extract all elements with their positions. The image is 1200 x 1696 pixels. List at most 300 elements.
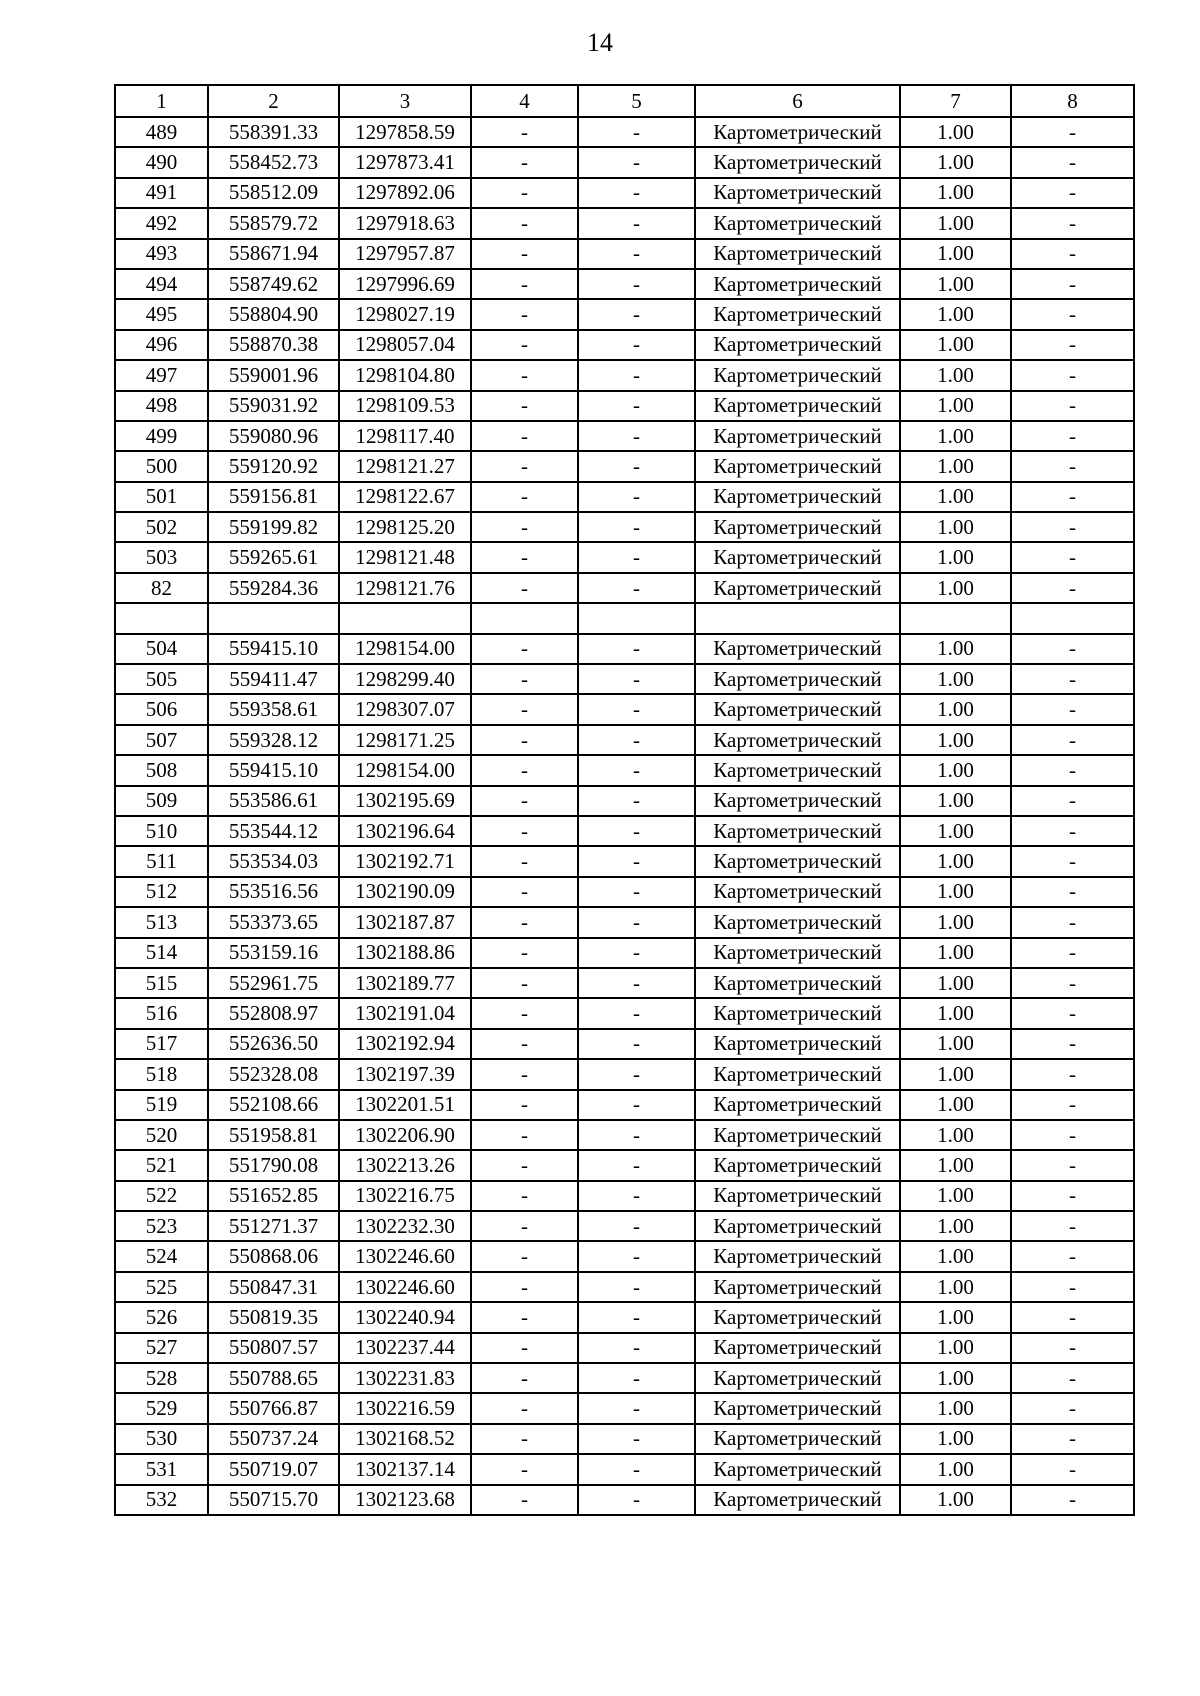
column-4-cell: - xyxy=(471,1241,578,1271)
table-row xyxy=(115,512,1134,542)
column-4-cell: - xyxy=(471,1181,578,1211)
column-8-cell: - xyxy=(1011,512,1134,542)
column-4-cell: - xyxy=(471,634,578,664)
table-row xyxy=(115,1393,1134,1423)
column-8-cell: - xyxy=(1011,1059,1134,1089)
method-cell: Картометрический xyxy=(695,907,900,937)
y-coordinate-cell: 1302213.26 xyxy=(339,1150,471,1180)
column-4-cell: - xyxy=(471,725,578,755)
y-coordinate-cell: 1302123.68 xyxy=(339,1485,471,1515)
table-row xyxy=(115,907,1134,937)
method-cell: Картометрический xyxy=(695,1241,900,1271)
x-coordinate-cell: 559411.47 xyxy=(208,664,339,694)
x-coordinate-cell: 553534.03 xyxy=(208,846,339,876)
accuracy-cell: 1.00 xyxy=(900,330,1011,360)
method-cell: Картометрический xyxy=(695,816,900,846)
table-row xyxy=(115,1059,1134,1089)
accuracy-cell: 1.00 xyxy=(900,1272,1011,1302)
column-4-cell: - xyxy=(471,360,578,390)
column-5-cell: - xyxy=(578,786,695,816)
column-8-cell: - xyxy=(1011,330,1134,360)
column-8-cell: - xyxy=(1011,816,1134,846)
column-8-cell: - xyxy=(1011,482,1134,512)
column-8-cell: - xyxy=(1011,391,1134,421)
y-coordinate-cell: 1298299.40 xyxy=(339,664,471,694)
column-4-cell: - xyxy=(471,1485,578,1515)
point-number-cell: 519 xyxy=(115,1090,208,1120)
x-coordinate-cell: 550719.07 xyxy=(208,1454,339,1484)
column-8-cell: - xyxy=(1011,269,1134,299)
point-number-cell: 510 xyxy=(115,816,208,846)
table-row xyxy=(115,1241,1134,1271)
method-cell: Картометрический xyxy=(695,269,900,299)
y-coordinate-cell: 1298121.27 xyxy=(339,451,471,481)
column-header: 2 xyxy=(208,85,339,117)
accuracy-cell: 1.00 xyxy=(900,299,1011,329)
point-number-cell: 529 xyxy=(115,1393,208,1423)
column-5-cell: - xyxy=(578,1424,695,1454)
column-header: 1 xyxy=(115,85,208,117)
method-cell: Картометрический xyxy=(695,998,900,1028)
point-number-cell: 502 xyxy=(115,512,208,542)
method-cell: Картометрический xyxy=(695,1424,900,1454)
method-cell: Картометрический xyxy=(695,117,900,147)
column-8-cell: - xyxy=(1011,968,1134,998)
y-coordinate-cell: 1298307.07 xyxy=(339,694,471,724)
table-row xyxy=(115,694,1134,724)
accuracy-cell: 1.00 xyxy=(900,147,1011,177)
point-number-cell: 492 xyxy=(115,208,208,238)
point-number-cell: 504 xyxy=(115,634,208,664)
column-8-cell: - xyxy=(1011,1485,1134,1515)
accuracy-cell: 1.00 xyxy=(900,239,1011,269)
column-5-cell xyxy=(578,603,695,633)
column-4-cell: - xyxy=(471,664,578,694)
table-row xyxy=(115,1485,1134,1515)
column-8-cell: - xyxy=(1011,147,1134,177)
accuracy-cell: 1.00 xyxy=(900,1485,1011,1515)
table-header-row xyxy=(115,85,1134,117)
point-number-cell: 520 xyxy=(115,1120,208,1150)
column-4-cell: - xyxy=(471,1363,578,1393)
column-5-cell: - xyxy=(578,360,695,390)
accuracy-cell: 1.00 xyxy=(900,269,1011,299)
table-row xyxy=(115,573,1134,603)
accuracy-cell: 1.00 xyxy=(900,117,1011,147)
column-5-cell: - xyxy=(578,117,695,147)
column-4-cell: - xyxy=(471,1150,578,1180)
coordinates-table-body xyxy=(115,85,1134,1515)
column-8-cell: - xyxy=(1011,299,1134,329)
column-5-cell: - xyxy=(578,1454,695,1484)
table-row xyxy=(115,147,1134,177)
column-header: 6 xyxy=(695,85,900,117)
method-cell: Картометрический xyxy=(695,482,900,512)
y-coordinate-cell: 1302187.87 xyxy=(339,907,471,937)
column-8-cell: - xyxy=(1011,1090,1134,1120)
table-row xyxy=(115,269,1134,299)
y-coordinate-cell: 1298154.00 xyxy=(339,634,471,664)
column-8-cell: - xyxy=(1011,664,1134,694)
point-number-cell: 491 xyxy=(115,178,208,208)
y-coordinate-cell: 1302201.51 xyxy=(339,1090,471,1120)
table-row xyxy=(115,482,1134,512)
table-row xyxy=(115,1424,1134,1454)
x-coordinate-cell: 559156.81 xyxy=(208,482,339,512)
column-header: 8 xyxy=(1011,85,1134,117)
column-8-cell: - xyxy=(1011,360,1134,390)
column-4-cell: - xyxy=(471,391,578,421)
x-coordinate-cell: 552961.75 xyxy=(208,968,339,998)
table-row xyxy=(115,421,1134,451)
column-8-cell: - xyxy=(1011,725,1134,755)
column-8-cell: - xyxy=(1011,1333,1134,1363)
accuracy-cell: 1.00 xyxy=(900,208,1011,238)
accuracy-cell: 1.00 xyxy=(900,1454,1011,1484)
table-row xyxy=(115,634,1134,664)
table-row xyxy=(115,117,1134,147)
x-coordinate-cell: 558512.09 xyxy=(208,178,339,208)
method-cell: Картометрический xyxy=(695,846,900,876)
column-8-cell: - xyxy=(1011,1120,1134,1150)
x-coordinate-cell: 559328.12 xyxy=(208,725,339,755)
column-5-cell: - xyxy=(578,1302,695,1332)
x-coordinate-cell: 550788.65 xyxy=(208,1363,339,1393)
column-8-cell: - xyxy=(1011,938,1134,968)
y-coordinate-cell: 1297873.41 xyxy=(339,147,471,177)
method-cell: Картометрический xyxy=(695,1181,900,1211)
column-5-cell: - xyxy=(578,634,695,664)
table-row xyxy=(115,542,1134,572)
accuracy-cell: 1.00 xyxy=(900,634,1011,664)
x-coordinate-cell: 559415.10 xyxy=(208,634,339,664)
accuracy-cell: 1.00 xyxy=(900,998,1011,1028)
y-coordinate-cell: 1302190.09 xyxy=(339,877,471,907)
point-number-cell: 521 xyxy=(115,1150,208,1180)
column-4-cell: - xyxy=(471,482,578,512)
point-number-cell: 490 xyxy=(115,147,208,177)
y-coordinate-cell: 1302246.60 xyxy=(339,1272,471,1302)
x-coordinate-cell: 553544.12 xyxy=(208,816,339,846)
method-cell: Картометрический xyxy=(695,1302,900,1332)
table-row xyxy=(115,1150,1134,1180)
column-4-cell xyxy=(471,603,578,633)
column-8-cell: - xyxy=(1011,451,1134,481)
table-row xyxy=(115,664,1134,694)
point-number-cell: 508 xyxy=(115,755,208,785)
accuracy-cell: 1.00 xyxy=(900,816,1011,846)
x-coordinate-cell: 559001.96 xyxy=(208,360,339,390)
table-row xyxy=(115,1120,1134,1150)
x-coordinate-cell: 552108.66 xyxy=(208,1090,339,1120)
table-row xyxy=(115,1181,1134,1211)
method-cell: Картометрический xyxy=(695,877,900,907)
x-coordinate-cell: 553373.65 xyxy=(208,907,339,937)
point-number-cell: 489 xyxy=(115,117,208,147)
x-coordinate-cell: 553159.16 xyxy=(208,938,339,968)
column-4-cell: - xyxy=(471,573,578,603)
column-5-cell: - xyxy=(578,1272,695,1302)
method-cell: Картометрический xyxy=(695,1211,900,1241)
accuracy-cell: 1.00 xyxy=(900,1181,1011,1211)
column-8-cell: - xyxy=(1011,1181,1134,1211)
point-number-cell: 530 xyxy=(115,1424,208,1454)
table-row-blank xyxy=(115,603,1134,633)
column-4-cell: - xyxy=(471,846,578,876)
column-8-cell: - xyxy=(1011,1363,1134,1393)
column-8-cell: - xyxy=(1011,634,1134,664)
table-row xyxy=(115,877,1134,907)
method-cell: Картометрический xyxy=(695,1090,900,1120)
column-5-cell: - xyxy=(578,239,695,269)
y-coordinate-cell: 1302137.14 xyxy=(339,1454,471,1484)
column-4-cell: - xyxy=(471,117,578,147)
column-4-cell: - xyxy=(471,1302,578,1332)
table-row xyxy=(115,178,1134,208)
method-cell: Картометрический xyxy=(695,1029,900,1059)
column-4-cell: - xyxy=(471,1454,578,1484)
accuracy-cell: 1.00 xyxy=(900,451,1011,481)
x-coordinate-cell: 558870.38 xyxy=(208,330,339,360)
column-8-cell: - xyxy=(1011,1150,1134,1180)
method-cell: Картометрический xyxy=(695,451,900,481)
x-coordinate-cell: 552328.08 xyxy=(208,1059,339,1089)
table-row xyxy=(115,330,1134,360)
accuracy-cell: 1.00 xyxy=(900,1424,1011,1454)
method-cell: Картометрический xyxy=(695,725,900,755)
accuracy-cell: 1.00 xyxy=(900,1302,1011,1332)
table-row xyxy=(115,725,1134,755)
column-4-cell: - xyxy=(471,1393,578,1423)
column-4-cell: - xyxy=(471,1424,578,1454)
table-row xyxy=(115,998,1134,1028)
accuracy-cell: 1.00 xyxy=(900,482,1011,512)
method-cell: Картометрический xyxy=(695,1120,900,1150)
column-5-cell: - xyxy=(578,1150,695,1180)
column-5-cell: - xyxy=(578,846,695,876)
method-cell: Картометрический xyxy=(695,1150,900,1180)
column-8-cell: - xyxy=(1011,1241,1134,1271)
column-4-cell: - xyxy=(471,512,578,542)
point-number-cell: 512 xyxy=(115,877,208,907)
x-coordinate-cell: 559080.96 xyxy=(208,421,339,451)
y-coordinate-cell: 1302232.30 xyxy=(339,1211,471,1241)
method-cell: Картометрический xyxy=(695,968,900,998)
y-coordinate-cell: 1298104.80 xyxy=(339,360,471,390)
y-coordinate-cell: 1297858.59 xyxy=(339,117,471,147)
method-cell: Картометрический xyxy=(695,542,900,572)
table-row xyxy=(115,208,1134,238)
method-cell: Картометрический xyxy=(695,1272,900,1302)
column-8-cell: - xyxy=(1011,907,1134,937)
x-coordinate-cell: 550766.87 xyxy=(208,1393,339,1423)
column-8-cell: - xyxy=(1011,117,1134,147)
column-4-cell: - xyxy=(471,269,578,299)
y-coordinate-cell: 1297996.69 xyxy=(339,269,471,299)
point-number-cell: 531 xyxy=(115,1454,208,1484)
column-8-cell: - xyxy=(1011,1302,1134,1332)
column-4-cell: - xyxy=(471,755,578,785)
point-number-cell: 82 xyxy=(115,573,208,603)
x-coordinate-cell: 550847.31 xyxy=(208,1272,339,1302)
accuracy-cell: 1.00 xyxy=(900,1090,1011,1120)
table-row xyxy=(115,1333,1134,1363)
point-number-cell xyxy=(115,603,208,633)
point-number-cell: 503 xyxy=(115,542,208,572)
accuracy-cell xyxy=(900,603,1011,633)
y-coordinate-cell: 1302196.64 xyxy=(339,816,471,846)
method-cell: Картометрический xyxy=(695,421,900,451)
y-coordinate-cell: 1302191.04 xyxy=(339,998,471,1028)
x-coordinate-cell: 552808.97 xyxy=(208,998,339,1028)
point-number-cell: 515 xyxy=(115,968,208,998)
column-5-cell: - xyxy=(578,725,695,755)
x-coordinate-cell: 558671.94 xyxy=(208,239,339,269)
column-4-cell: - xyxy=(471,239,578,269)
column-5-cell: - xyxy=(578,512,695,542)
point-number-cell: 506 xyxy=(115,694,208,724)
table-row xyxy=(115,755,1134,785)
x-coordinate-cell: 551652.85 xyxy=(208,1181,339,1211)
accuracy-cell: 1.00 xyxy=(900,1120,1011,1150)
column-8-cell: - xyxy=(1011,1454,1134,1484)
table-row xyxy=(115,938,1134,968)
point-number-cell: 517 xyxy=(115,1029,208,1059)
point-number-cell: 524 xyxy=(115,1241,208,1271)
column-5-cell: - xyxy=(578,1363,695,1393)
column-4-cell: - xyxy=(471,147,578,177)
y-coordinate-cell: 1302231.83 xyxy=(339,1363,471,1393)
table-row xyxy=(115,1211,1134,1241)
column-4-cell: - xyxy=(471,1029,578,1059)
x-coordinate-cell: 559358.61 xyxy=(208,694,339,724)
method-cell: Картометрический xyxy=(695,208,900,238)
column-5-cell: - xyxy=(578,1120,695,1150)
accuracy-cell: 1.00 xyxy=(900,664,1011,694)
point-number-cell: 505 xyxy=(115,664,208,694)
column-5-cell: - xyxy=(578,573,695,603)
accuracy-cell: 1.00 xyxy=(900,1333,1011,1363)
column-4-cell: - xyxy=(471,299,578,329)
point-number-cell: 495 xyxy=(115,299,208,329)
method-cell: Картометрический xyxy=(695,1333,900,1363)
column-5-cell: - xyxy=(578,1241,695,1271)
method-cell: Картометрический xyxy=(695,512,900,542)
x-coordinate-cell: 552636.50 xyxy=(208,1029,339,1059)
column-8-cell: - xyxy=(1011,421,1134,451)
accuracy-cell: 1.00 xyxy=(900,1241,1011,1271)
y-coordinate-cell: 1302246.60 xyxy=(339,1241,471,1271)
accuracy-cell: 1.00 xyxy=(900,421,1011,451)
y-coordinate-cell: 1298121.48 xyxy=(339,542,471,572)
point-number-cell: 532 xyxy=(115,1485,208,1515)
accuracy-cell: 1.00 xyxy=(900,542,1011,572)
point-number-cell: 499 xyxy=(115,421,208,451)
column-4-cell: - xyxy=(471,421,578,451)
table-row xyxy=(115,1272,1134,1302)
table-row xyxy=(115,968,1134,998)
column-5-cell: - xyxy=(578,1059,695,1089)
column-4-cell: - xyxy=(471,877,578,907)
x-coordinate-cell: 553516.56 xyxy=(208,877,339,907)
point-number-cell: 513 xyxy=(115,907,208,937)
accuracy-cell: 1.00 xyxy=(900,694,1011,724)
point-number-cell: 501 xyxy=(115,482,208,512)
column-8-cell: - xyxy=(1011,239,1134,269)
coordinates-table xyxy=(114,84,1135,1516)
column-header: 5 xyxy=(578,85,695,117)
y-coordinate-cell: 1302189.77 xyxy=(339,968,471,998)
accuracy-cell: 1.00 xyxy=(900,938,1011,968)
column-8-cell: - xyxy=(1011,1211,1134,1241)
y-coordinate-cell: 1302192.94 xyxy=(339,1029,471,1059)
x-coordinate-cell: 550715.70 xyxy=(208,1485,339,1515)
column-4-cell: - xyxy=(471,330,578,360)
accuracy-cell: 1.00 xyxy=(900,512,1011,542)
point-number-cell: 507 xyxy=(115,725,208,755)
method-cell: Картометрический xyxy=(695,694,900,724)
column-5-cell: - xyxy=(578,907,695,937)
point-number-cell: 497 xyxy=(115,360,208,390)
table-row xyxy=(115,1029,1134,1059)
column-5-cell: - xyxy=(578,755,695,785)
column-8-cell: - xyxy=(1011,1272,1134,1302)
column-5-cell: - xyxy=(578,269,695,299)
accuracy-cell: 1.00 xyxy=(900,1211,1011,1241)
method-cell: Картометрический xyxy=(695,755,900,785)
x-coordinate-cell: 550807.57 xyxy=(208,1333,339,1363)
column-4-cell: - xyxy=(471,786,578,816)
table-row xyxy=(115,1090,1134,1120)
column-header: 4 xyxy=(471,85,578,117)
y-coordinate-cell: 1302197.39 xyxy=(339,1059,471,1089)
y-coordinate-cell: 1298154.00 xyxy=(339,755,471,785)
column-4-cell: - xyxy=(471,1333,578,1363)
x-coordinate-cell: 559284.36 xyxy=(208,573,339,603)
accuracy-cell: 1.00 xyxy=(900,755,1011,785)
x-coordinate-cell: 559120.92 xyxy=(208,451,339,481)
x-coordinate-cell: 551790.08 xyxy=(208,1150,339,1180)
point-number-cell: 496 xyxy=(115,330,208,360)
accuracy-cell: 1.00 xyxy=(900,1029,1011,1059)
column-5-cell: - xyxy=(578,938,695,968)
x-coordinate-cell: 558452.73 xyxy=(208,147,339,177)
column-8-cell: - xyxy=(1011,1393,1134,1423)
method-cell: Картометрический xyxy=(695,573,900,603)
table-row xyxy=(115,816,1134,846)
method-cell: Картометрический xyxy=(695,938,900,968)
method-cell: Картометрический xyxy=(695,147,900,177)
table-row xyxy=(115,360,1134,390)
y-coordinate-cell xyxy=(339,603,471,633)
point-number-cell: 528 xyxy=(115,1363,208,1393)
column-4-cell: - xyxy=(471,1272,578,1302)
column-8-cell: - xyxy=(1011,208,1134,238)
accuracy-cell: 1.00 xyxy=(900,1059,1011,1089)
y-coordinate-cell: 1298122.67 xyxy=(339,482,471,512)
x-coordinate-cell: 559265.61 xyxy=(208,542,339,572)
x-coordinate-cell: 553586.61 xyxy=(208,786,339,816)
y-coordinate-cell: 1302216.59 xyxy=(339,1393,471,1423)
column-4-cell: - xyxy=(471,1090,578,1120)
table-row xyxy=(115,1363,1134,1393)
column-4-cell: - xyxy=(471,451,578,481)
column-8-cell: - xyxy=(1011,178,1134,208)
point-number-cell: 518 xyxy=(115,1059,208,1089)
page-number: 14 xyxy=(587,28,613,57)
x-coordinate-cell: 558579.72 xyxy=(208,208,339,238)
column-5-cell: - xyxy=(578,421,695,451)
